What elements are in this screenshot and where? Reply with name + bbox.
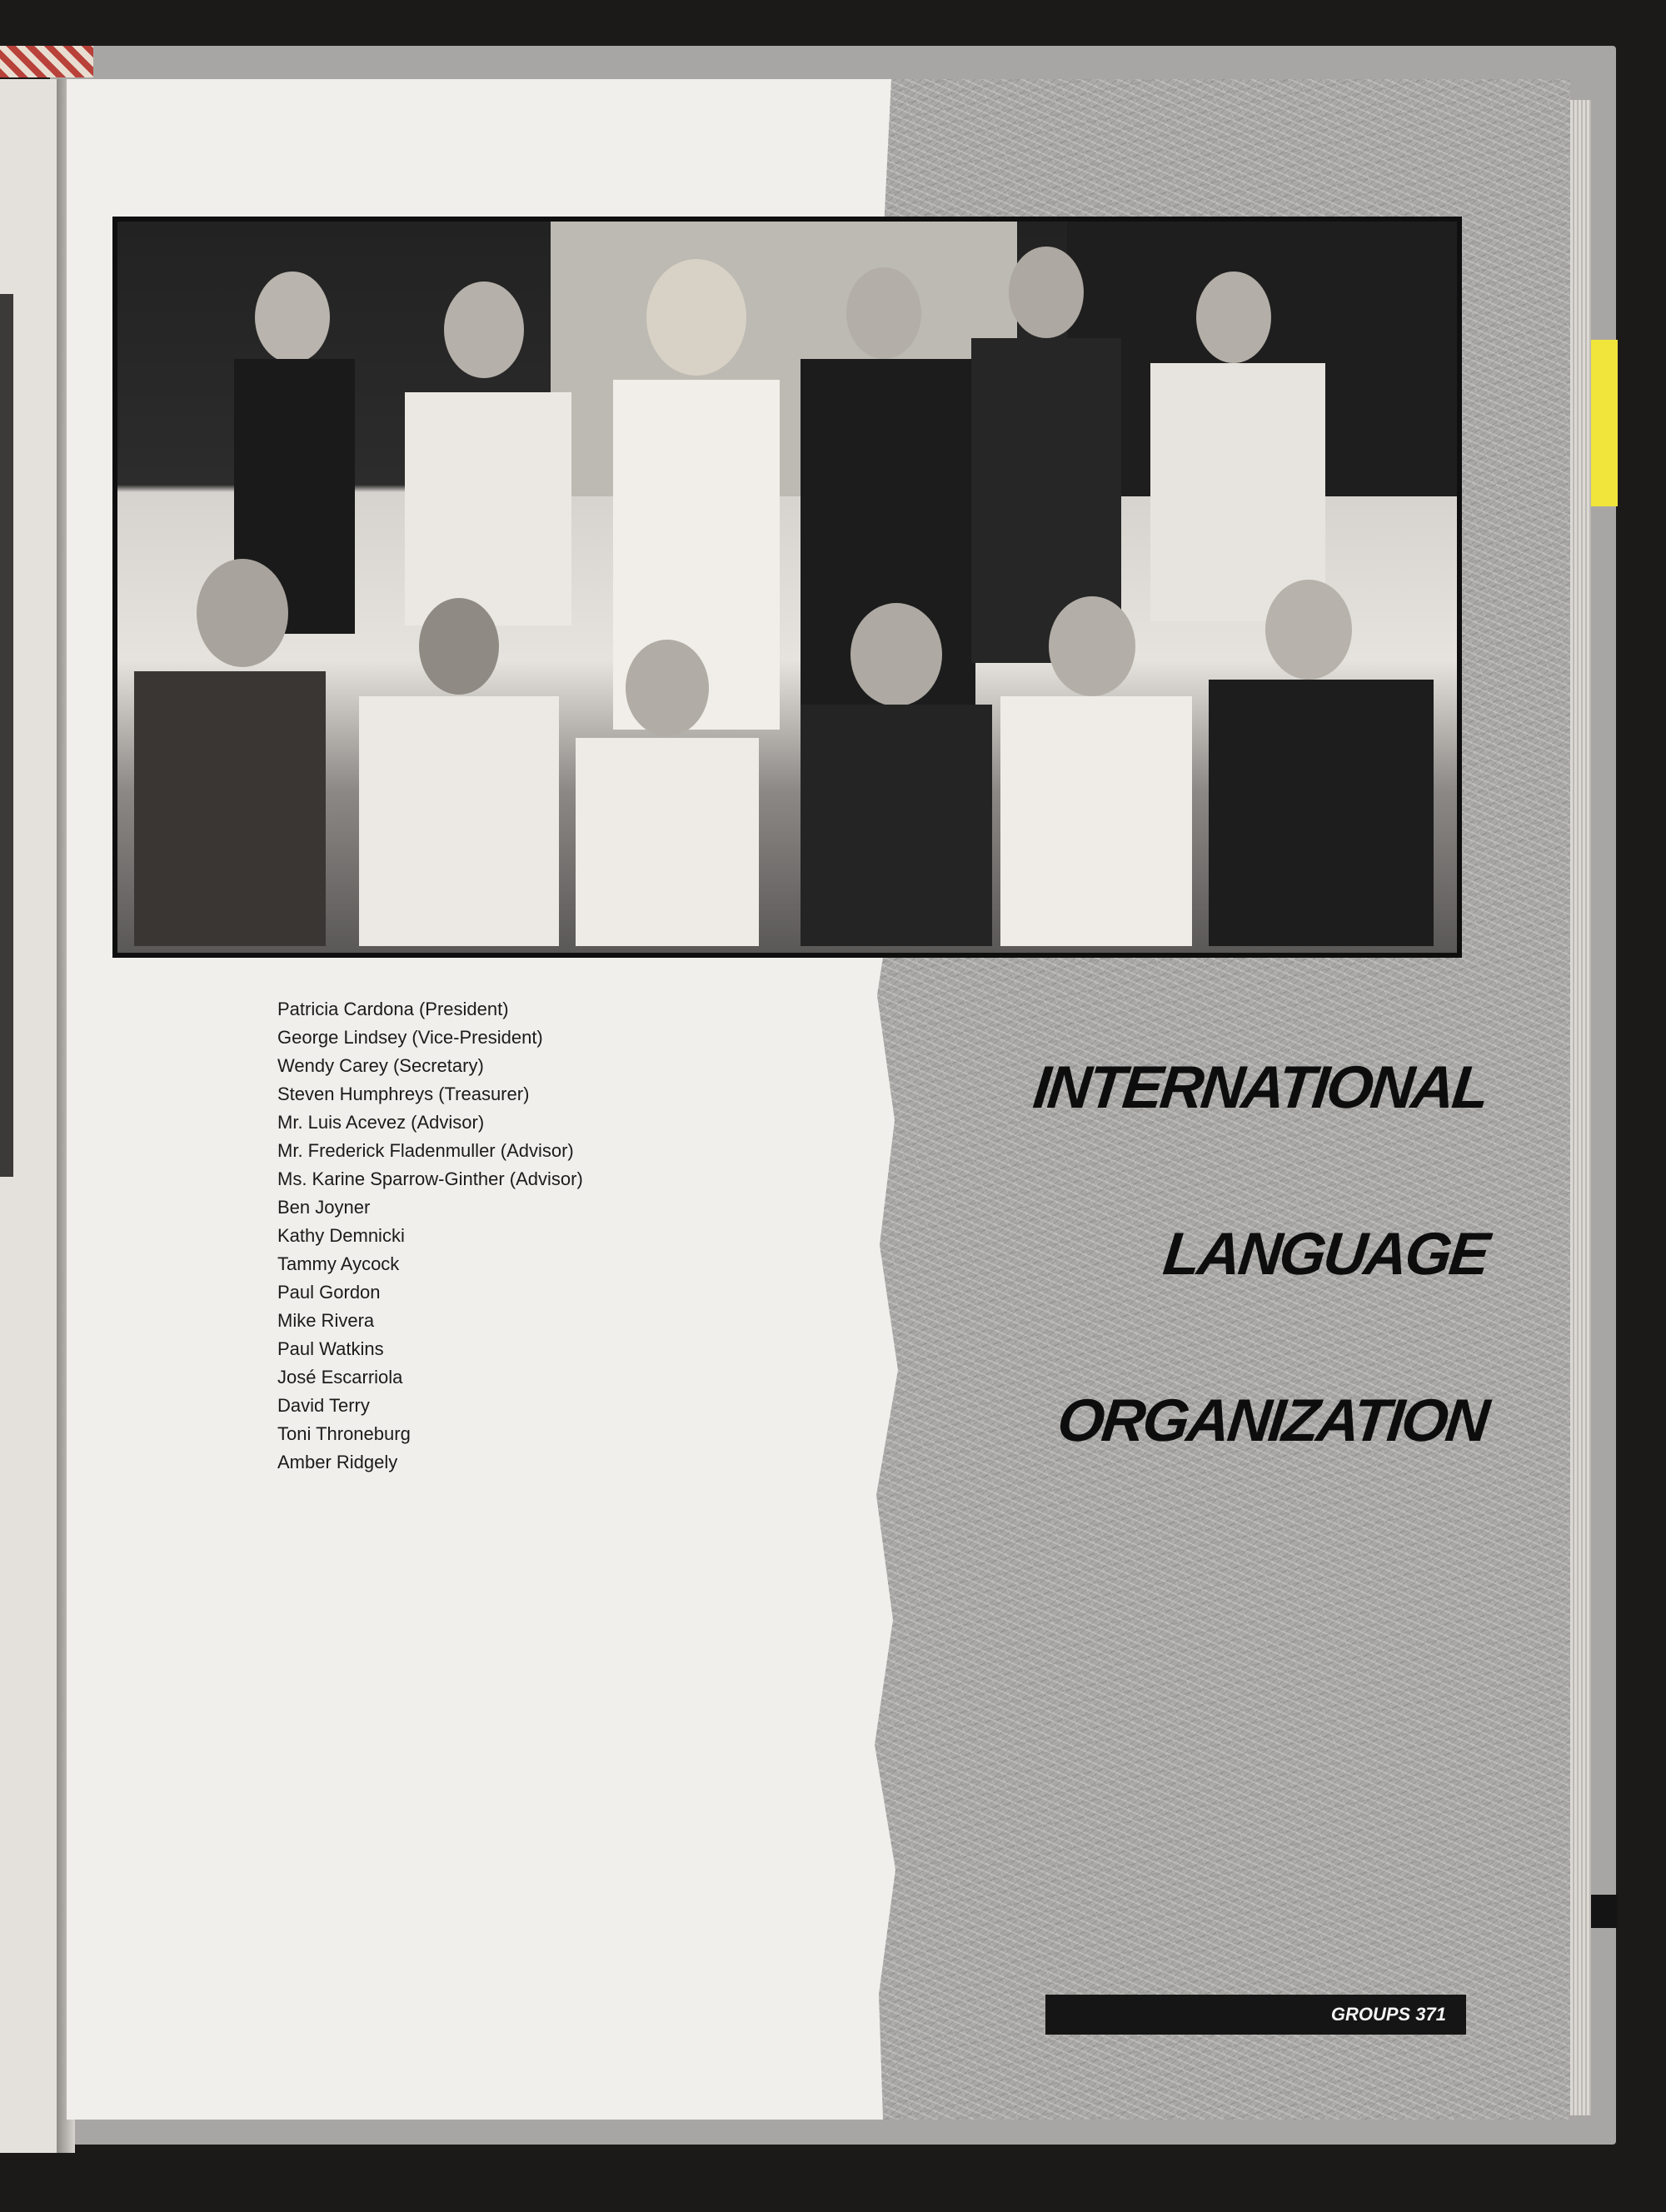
roster-entry: Mr. Frederick Fladenmuller (Advisor) [277, 1140, 574, 1161]
roster-entry: Kathy Demnicki [277, 1225, 405, 1246]
bookmark-ribbon [0, 46, 93, 77]
roster-entry: Mr. Luis Acevez (Advisor) [277, 1112, 485, 1133]
roster-entry: George Lindsey (Vice-President) [277, 1027, 543, 1048]
heading-line-international: INTERNATIONAL [1030, 1054, 1491, 1121]
roster-entry: Ms. Karine Sparrow-Ginther (Advisor) [277, 1168, 583, 1189]
roster-entry: José Escarriola [277, 1367, 403, 1387]
roster-entry: Steven Humphreys (Treasurer) [277, 1084, 530, 1104]
heading-line-language: LANGUAGE [1160, 1221, 1491, 1288]
roster-entry: Tammy Aycock [277, 1253, 400, 1274]
page-folio: GROUPS 371 [1045, 1995, 1466, 2035]
yearbook-page [67, 79, 1570, 2120]
group-photo-silhouettes [117, 222, 1457, 953]
roster-entry: Wendy Carey (Secretary) [277, 1055, 484, 1076]
roster-entry: Paul Gordon [277, 1282, 381, 1303]
roster-entry: Mike Rivera [277, 1310, 375, 1331]
roster-entry: Toni Throneburg [277, 1423, 411, 1444]
left-page-photo-edge [0, 294, 13, 1177]
roster-entry: Patricia Cardona (President) [277, 999, 509, 1019]
member-roster [277, 995, 583, 1477]
left-page-edge [0, 79, 57, 2153]
heading-line-organization: ORGANIZATION [1055, 1387, 1491, 1454]
roster-entry: Paul Watkins [277, 1338, 384, 1359]
group-photo-image [117, 222, 1457, 953]
black-index-tab [1591, 1895, 1618, 1928]
group-photo [112, 217, 1462, 958]
roster-entry: David Terry [277, 1395, 370, 1416]
yellow-index-tab [1591, 340, 1618, 506]
roster-entry: Ben Joyner [277, 1197, 371, 1218]
roster-entry: Amber Ridgely [277, 1452, 398, 1472]
